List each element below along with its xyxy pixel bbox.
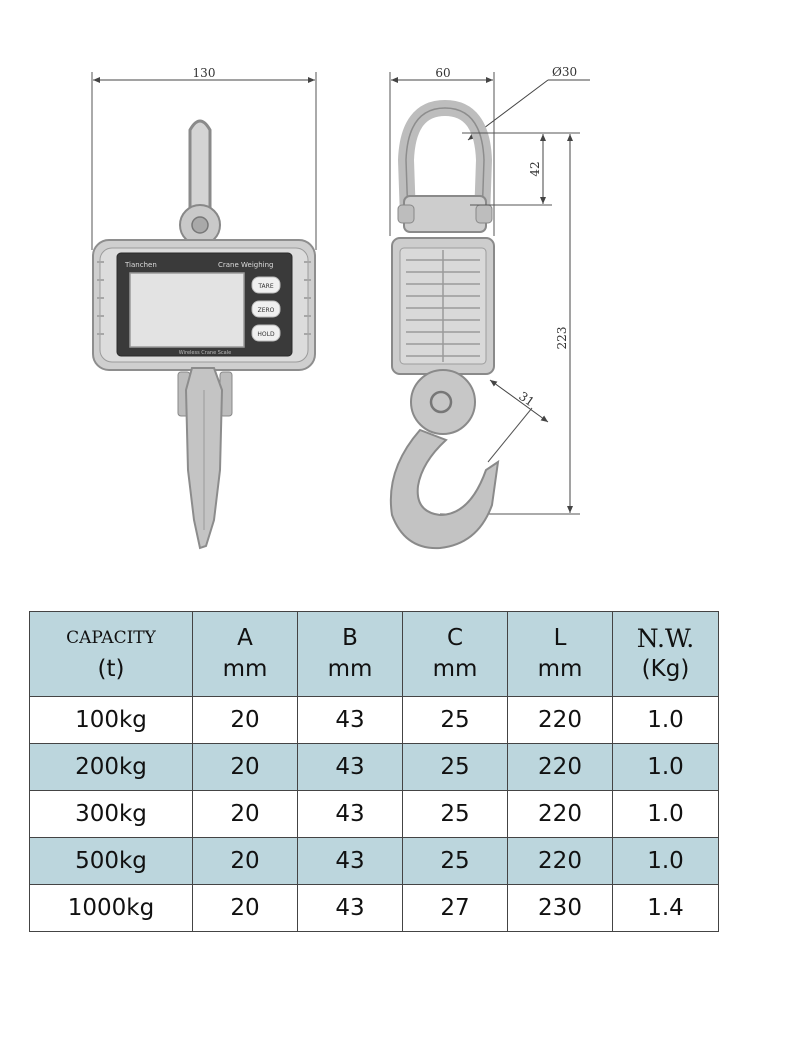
cell-b: 43: [298, 885, 403, 932]
svg-text:TARE: TARE: [258, 283, 274, 290]
cell-a: 20: [193, 697, 298, 744]
cell-c: 25: [403, 838, 508, 885]
cell-l: 230: [508, 885, 613, 932]
header-c: C mm: [403, 612, 508, 697]
dim-width-front: 130: [192, 66, 216, 80]
header-a: A mm: [193, 612, 298, 697]
table-row: [30, 744, 719, 791]
cell-capacity: 500kg: [30, 838, 193, 885]
scale-button-hold: [252, 325, 280, 341]
cell-l: 220: [508, 744, 613, 791]
cell-b: 43: [298, 791, 403, 838]
cell-a: 20: [193, 791, 298, 838]
table-header-row: [30, 612, 719, 697]
svg-text:ZERO: ZERO: [257, 307, 275, 314]
cell-capacity: 1000kg: [30, 885, 193, 932]
table-row: [30, 885, 719, 932]
front-view: [92, 66, 316, 548]
panel-footer-label: Wireless Crane Scale: [178, 350, 232, 356]
table-row: [30, 791, 719, 838]
cell-net-weight: 1.0: [613, 838, 719, 885]
header-l: L mm: [508, 612, 613, 697]
scale-button-zero: [252, 301, 280, 317]
table-row: [30, 697, 719, 744]
scale-button-tare: [252, 277, 280, 293]
cell-a: 20: [193, 744, 298, 791]
cell-l: 220: [508, 697, 613, 744]
dim-shackle-height: 42: [528, 161, 542, 177]
table-row: [30, 838, 719, 885]
cell-net-weight: 1.0: [613, 744, 719, 791]
cell-b: 43: [298, 744, 403, 791]
cell-a: 20: [193, 885, 298, 932]
cell-l: 220: [508, 838, 613, 885]
cell-b: 43: [298, 838, 403, 885]
cell-a: 20: [193, 838, 298, 885]
svg-text:HOLD: HOLD: [257, 331, 275, 338]
cell-b: 43: [298, 697, 403, 744]
header-b: B mm: [298, 612, 403, 697]
cell-capacity: 200kg: [30, 744, 193, 791]
header-net-weight: N.W. (Kg): [613, 612, 719, 697]
cell-net-weight: 1.0: [613, 791, 719, 838]
cell-net-weight: 1.0: [613, 697, 719, 744]
dim-shackle-diameter: Ø30: [552, 65, 578, 79]
dim-overall-length: 223: [555, 326, 569, 350]
model-label: Crane Weighing: [218, 261, 274, 269]
brand-label: Tianchen: [125, 261, 157, 269]
cell-l: 220: [508, 791, 613, 838]
side-view: [390, 65, 590, 548]
cell-capacity: 300kg: [30, 791, 193, 838]
cell-net-weight: 1.4: [613, 885, 719, 932]
cell-c: 25: [403, 791, 508, 838]
header-capacity: CAPACITY (t): [30, 612, 193, 697]
cell-c: 25: [403, 744, 508, 791]
dim-hook-opening: 31: [516, 388, 537, 410]
dim-width-side: 60: [435, 66, 451, 80]
cell-capacity: 100kg: [30, 697, 193, 744]
cell-c: 25: [403, 697, 508, 744]
specification-table: [29, 611, 719, 932]
cell-c: 27: [403, 885, 508, 932]
